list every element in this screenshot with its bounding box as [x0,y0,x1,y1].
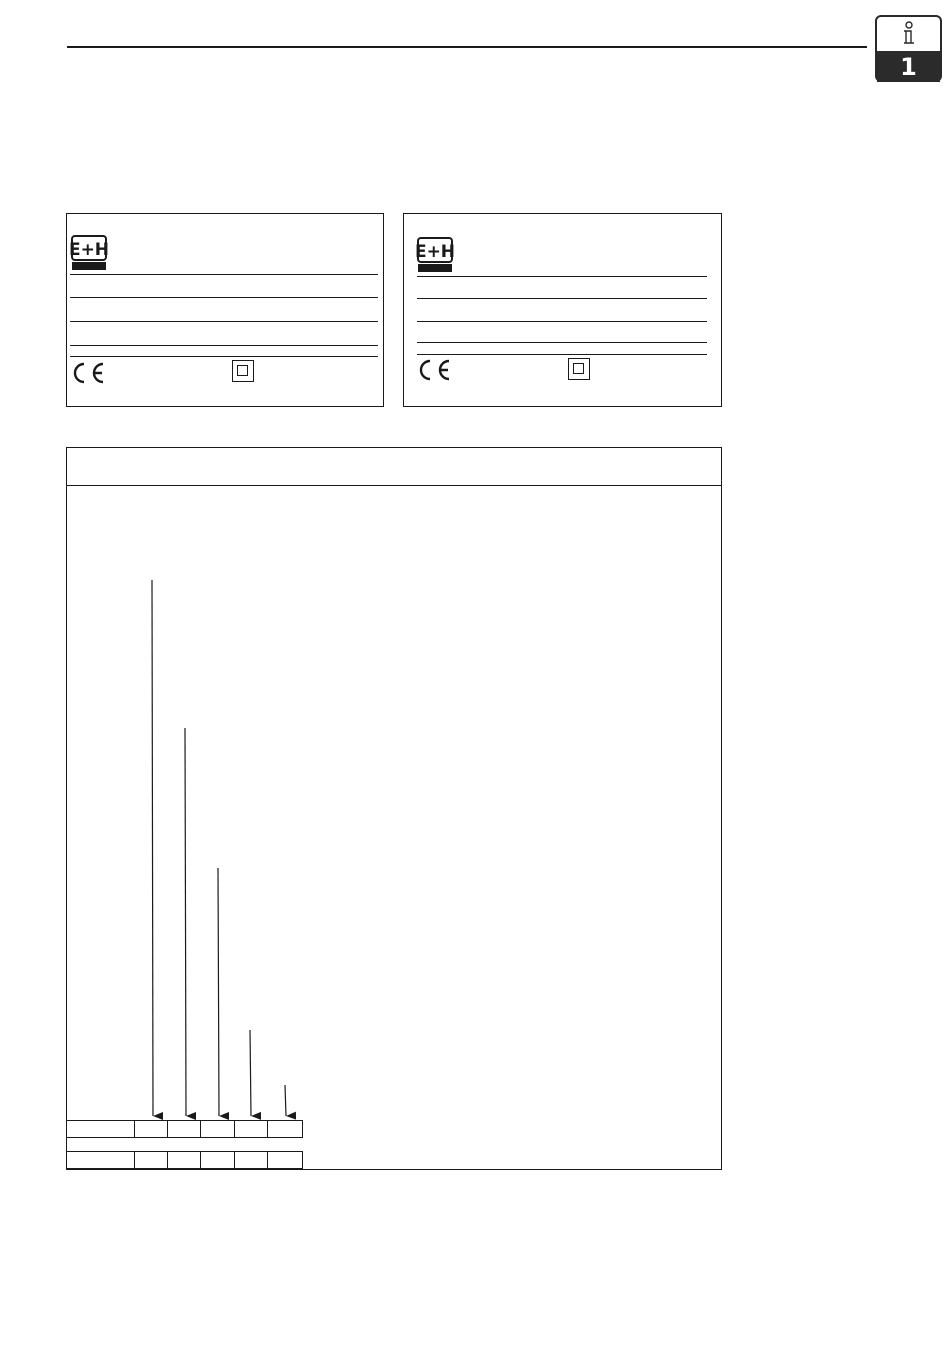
code-cell-base [67,1121,135,1138]
arrow-position-3 [218,868,219,1116]
code-cell-3 [201,1152,235,1169]
svg-text:E+H: E+H [68,240,110,260]
arrow-position-4 [250,1030,251,1116]
chapter-number: 1 [877,51,940,82]
code-cell-3 [201,1121,235,1138]
code-cell-1 [135,1152,168,1169]
code-cell-1 [135,1121,168,1138]
code-cell-4 [235,1152,268,1169]
code-cell-base [67,1152,135,1169]
order-code-grid [66,1120,303,1138]
svg-text:E+H: E+H [414,242,456,262]
code-cell-2 [168,1152,201,1169]
arrow-position-2 [185,728,186,1116]
arrow-position-5 [285,1085,286,1116]
code-cell-5 [268,1121,303,1138]
code-cell-4 [235,1121,268,1138]
code-cell-2 [168,1121,201,1138]
arrow-position-1 [152,580,153,1116]
order-code-grid-copy [66,1151,303,1169]
code-cell-5 [268,1152,303,1169]
